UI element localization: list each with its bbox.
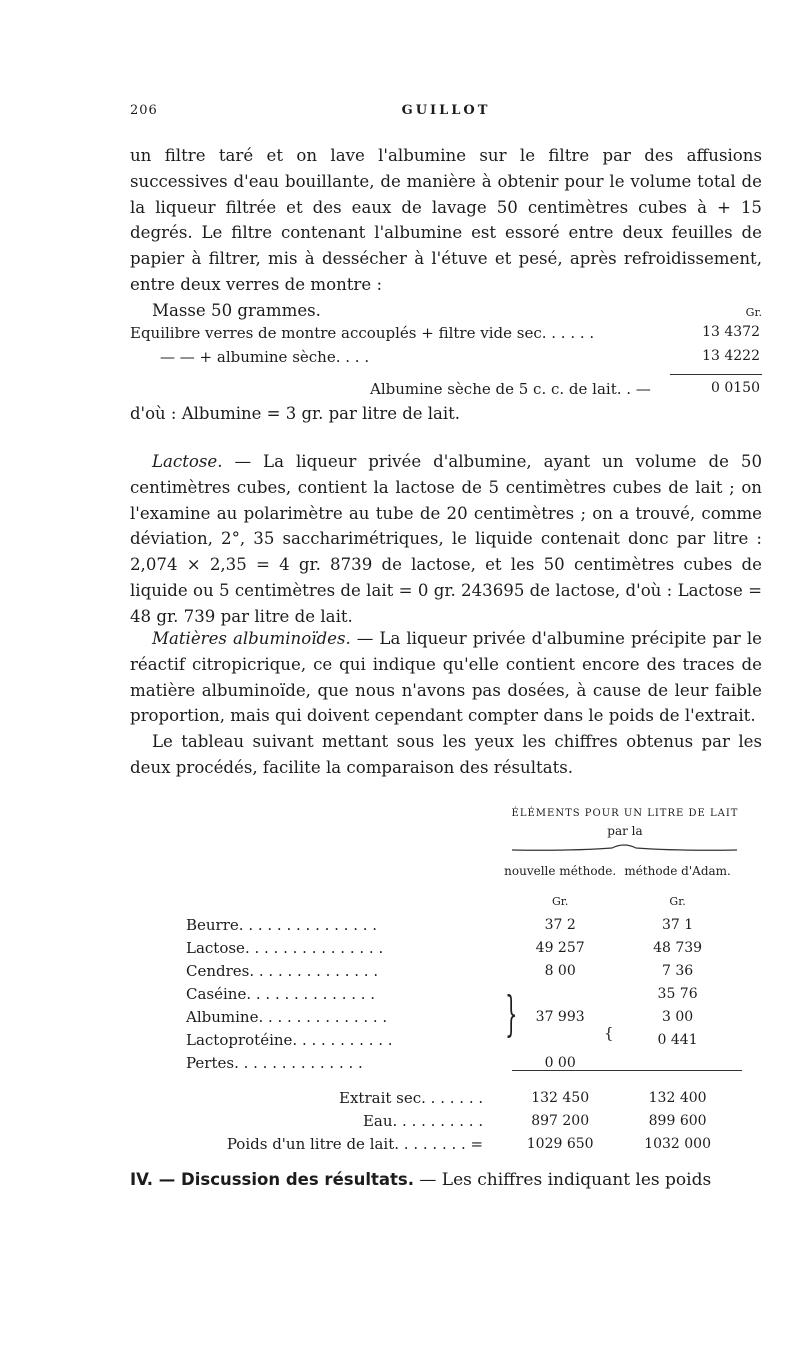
table-col-headers	[186, 852, 736, 890]
paragraph-filtration	[130, 143, 762, 324]
row-value: 897 200	[531, 1112, 590, 1129]
table-row	[186, 1132, 736, 1155]
row-label: Eau. . . . . . . . . .	[362, 1111, 484, 1130]
section-iv	[130, 1170, 762, 1190]
row-label: Lactoprotéine. . . . . . . . . . .	[186, 1030, 393, 1049]
albuminoid-heading: Matières albuminoïdes.	[152, 629, 351, 648]
brace-left: }	[505, 986, 518, 1042]
row-value: 0 441	[657, 1031, 698, 1048]
row-value: 48 739	[653, 939, 703, 956]
calc-rule	[670, 374, 762, 375]
paragraph-lactose	[130, 449, 762, 630]
running-head: GUILLOT	[401, 103, 491, 118]
albuminoid-text: — La liqueur privée d'albumine précipite par le réactif citropicrique, ce qui indique qu'elle contient encore des traces de matière albuminoïde, que nous n'avons pas dosées, à cause de leur faible proportion, mais qui doivent cependant compter dans le poids de l'extrait.	[130, 629, 763, 726]
paragraph-text: un filtre taré et on lave l'albumine sur le filtre par des affusions successives d'eau bouillante, de manière à obtenir pour le volume total de la liqueur filtrée et des eaux de lavage 50 centimètres cubes à + 15 degrés. Le filtre contenant l'albumine est essoré entre deux feuilles de papier à filtrer, mis à dessécher à l'étuve et pesé, après refroidissement, entre deux verres de montre :	[130, 146, 762, 294]
calc-row-gross	[130, 348, 762, 370]
lactose-text: — La liqueur privée d'albumine, ayant un volume de 50 centimètres cubes, contient la lactose de 5 centimètres cubes de lait ; on l'examine au polarimètre au tube de 20 centimètres ; on a trouvé, comme déviation, 2°, 35 saccharimétriques, le liquide contenait donc par litre : 2,074 × 2,35 = 4 gr. 8739 de lactose, et les 50 centimètres cubes de liquide ou 5 centimètres de lait = 0 gr. 243695 de lactose, d'où : Lactose = 48 gr. 739 par litre de lait.	[130, 452, 762, 626]
table-row	[186, 1028, 736, 1051]
row-value	[501, 982, 619, 1005]
totals-rule	[512, 1070, 742, 1071]
row-value: 8 00	[544, 962, 576, 979]
calc-row-tare	[130, 324, 762, 346]
calc-label: — — + albumine sèche. . . .	[160, 348, 370, 366]
table-group-sub: par la	[607, 824, 643, 838]
row-label: Poids d'un litre de lait. . . . . . . . =	[226, 1134, 484, 1153]
row-value: 0 00	[544, 1054, 576, 1071]
brace-right: {	[604, 1024, 614, 1042]
row-label: Pertes. . . . . . . . . . . . . .	[186, 1053, 363, 1072]
table-row	[186, 982, 736, 1005]
row-value: 1029 650	[526, 1135, 594, 1152]
calc-value: 13 4372	[702, 324, 760, 340]
row-label: Lactose. . . . . . . . . . . . . . .	[186, 938, 384, 957]
calc-value: 0 0150	[711, 380, 760, 396]
row-label: Extrait sec. . . . . . .	[339, 1088, 484, 1107]
col-unit: Gr.	[551, 895, 569, 908]
calc-label: Equilibre verres de montre accouplés + filtre vide sec. . . . . .	[130, 324, 595, 342]
table-row	[186, 936, 736, 959]
table-row	[186, 1005, 736, 1028]
page-number: 206	[130, 103, 158, 118]
row-value: 49 257	[535, 939, 585, 956]
row-value: 899 600	[648, 1112, 707, 1129]
row-label: Albumine. . . . . . . . . . . . . .	[186, 1007, 388, 1026]
calc-unit: Gr.	[745, 306, 762, 319]
row-label: Cendres. . . . . . . . . . . . . .	[186, 961, 379, 980]
table-intro: Le tableau suivant mettant sous les yeux les chiffres obtenus par les deux procédés, facilite la comparaison des résultats.	[130, 732, 762, 777]
table-row	[186, 1086, 736, 1109]
conclusion-text: d'où : Albumine = 3 gr. par litre de lait.	[130, 404, 461, 423]
row-value: 7 36	[662, 962, 694, 979]
row-value: 3 00	[662, 1008, 694, 1025]
table-row	[186, 913, 736, 936]
col-header-new: nouvelle méthode.	[504, 864, 617, 878]
row-value: 132 450	[531, 1089, 590, 1106]
row-value: 37 1	[662, 916, 694, 933]
calc-row-net	[130, 380, 762, 402]
col-unit: Gr.	[669, 895, 686, 908]
table-row	[186, 1109, 736, 1132]
row-value: 1032 000	[644, 1135, 711, 1152]
row-label: Beurre. . . . . . . . . . . . . . .	[186, 915, 378, 934]
page-header	[130, 103, 762, 123]
section-text: — Les chiffres indiquant les poids	[413, 1170, 712, 1190]
paragraph-albuminoid	[130, 626, 762, 781]
mass-line: Masse 50 grammes.	[152, 300, 321, 320]
row-value: 37 993	[535, 1008, 585, 1025]
paragraph-text	[130, 626, 762, 729]
paragraph-text	[130, 449, 762, 630]
table-totals	[186, 1086, 736, 1155]
calc-label: Albumine sèche de 5 c. c. de lait. . —	[370, 380, 651, 398]
table-units	[186, 890, 736, 913]
row-value: 35 76	[657, 985, 698, 1002]
row-label: Caséine. . . . . . . . . . . . . .	[186, 984, 376, 1003]
results-table	[186, 852, 736, 1155]
row-value: 132 400	[648, 1089, 707, 1106]
lactose-heading: Lactose.	[152, 452, 223, 471]
row-value: 37 2	[544, 916, 576, 933]
col-header-adam: méthode d'Adam.	[624, 864, 731, 878]
section-heading: IV. — Discussion des résultats.	[130, 1170, 414, 1189]
table-body	[186, 913, 736, 1074]
calc-conclusion	[130, 404, 762, 426]
table-row	[186, 959, 736, 982]
row-value	[501, 1028, 619, 1051]
calc-value: 13 4222	[702, 348, 760, 364]
table-group-header: ÉLÉMENTS POUR UN LITRE DE LAIT	[511, 808, 739, 819]
